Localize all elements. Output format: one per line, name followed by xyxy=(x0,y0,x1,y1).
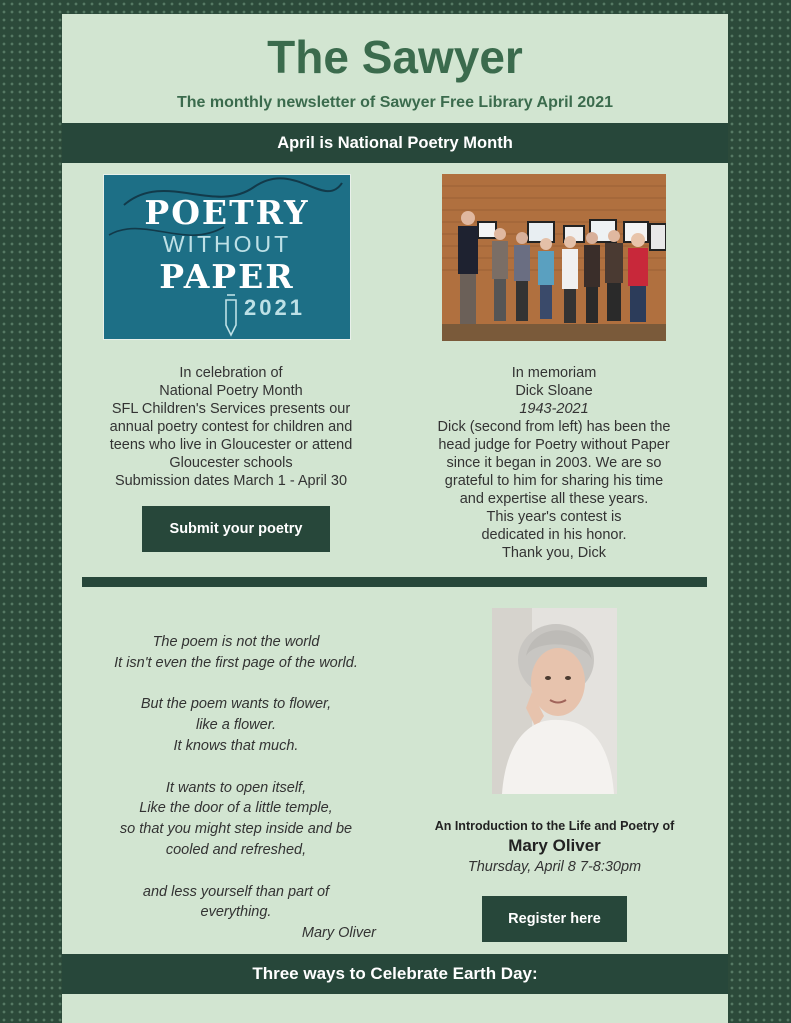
contest-line: Submission dates March 1 - April 30 xyxy=(114,473,348,489)
memoriam-dates: 1943-2021 xyxy=(519,401,589,417)
poem-line: But the poem wants to flower, xyxy=(140,696,332,713)
memoriam-line: This year's contest is xyxy=(486,509,622,525)
memoriam-line: grateful to him for sharing his time xyxy=(444,473,664,489)
register-button[interactable]: Register here xyxy=(482,896,627,942)
poem-line xyxy=(92,674,380,695)
memoriam-line: head judge for Poetry without Paper xyxy=(438,437,670,453)
section-banner-earth-day: Three ways to Celebrate Earth Day: xyxy=(62,954,728,994)
poem-line: everything. xyxy=(200,904,272,921)
poem-line xyxy=(92,757,380,778)
poem-line: The poem is not the world xyxy=(152,634,320,650)
poem-line xyxy=(92,861,380,882)
logo-line-poetry: POETRY xyxy=(144,193,310,232)
poem-line: cooled and refreshed, xyxy=(165,841,307,858)
memoriam-line: Thank you, Dick xyxy=(502,545,606,561)
memoriam-line: Dick (second from left) has been the xyxy=(437,419,671,435)
memoriam-line: and expertise all these years. xyxy=(459,491,649,507)
event-poet-name: Mary Oliver xyxy=(508,836,601,855)
event-date: Thursday, April 8 7-8:30pm xyxy=(467,859,642,875)
section-banner-poetry-month: April is National Poetry Month xyxy=(62,123,728,163)
poetry-without-paper-logo xyxy=(103,174,351,340)
newsletter-card xyxy=(62,14,728,1023)
poem-text xyxy=(92,632,380,944)
contest-line: annual poetry contest for children and xyxy=(109,419,353,435)
poem-line: like a flower. xyxy=(195,717,277,734)
event-intro: An Introduction to the Life and Poetry of xyxy=(434,819,675,833)
newsletter-title: The Sawyer xyxy=(267,31,523,83)
poem-line: Like the door of a little temple, xyxy=(139,800,333,817)
logo-year: 2021 xyxy=(244,295,305,320)
memoriam-text xyxy=(418,364,690,562)
poem-line: so that you might step inside and be xyxy=(119,821,353,838)
submit-poetry-button[interactable]: Submit your poetry xyxy=(142,506,330,552)
contest-line: SFL Children's Services presents our xyxy=(111,401,351,417)
poem-line: It isn't even the first page of the world. xyxy=(114,654,358,671)
group-photo xyxy=(442,174,666,341)
poem-line: and less yourself than part of xyxy=(142,883,330,900)
contest-line: National Poetry Month xyxy=(159,383,303,399)
section-divider xyxy=(82,577,707,587)
contest-line: teens who live in Gloucester or attend xyxy=(109,437,353,453)
poem-line: It knows that much. xyxy=(173,737,299,754)
memoriam-line: since it began in 2003. We are so xyxy=(446,455,662,471)
contest-line: In celebration of xyxy=(179,365,283,381)
logo-line-without: WITHOUT xyxy=(162,231,292,257)
memoriam-heading: In memoriam xyxy=(511,365,597,381)
memoriam-name: Dick Sloane xyxy=(515,383,593,399)
contest-description xyxy=(98,364,364,490)
poem-author: Mary Oliver xyxy=(301,925,376,942)
mary-oliver-portrait xyxy=(492,608,617,794)
memoriam-line: dedicated in his honor. xyxy=(481,527,627,543)
poem-line: It wants to open itself, xyxy=(165,779,307,796)
newsletter-subtitle: The monthly newsletter of Sawyer Free Library April 2021 xyxy=(177,94,613,111)
contest-line: Gloucester schools xyxy=(169,455,293,471)
logo-line-paper: PAPER xyxy=(159,257,295,296)
